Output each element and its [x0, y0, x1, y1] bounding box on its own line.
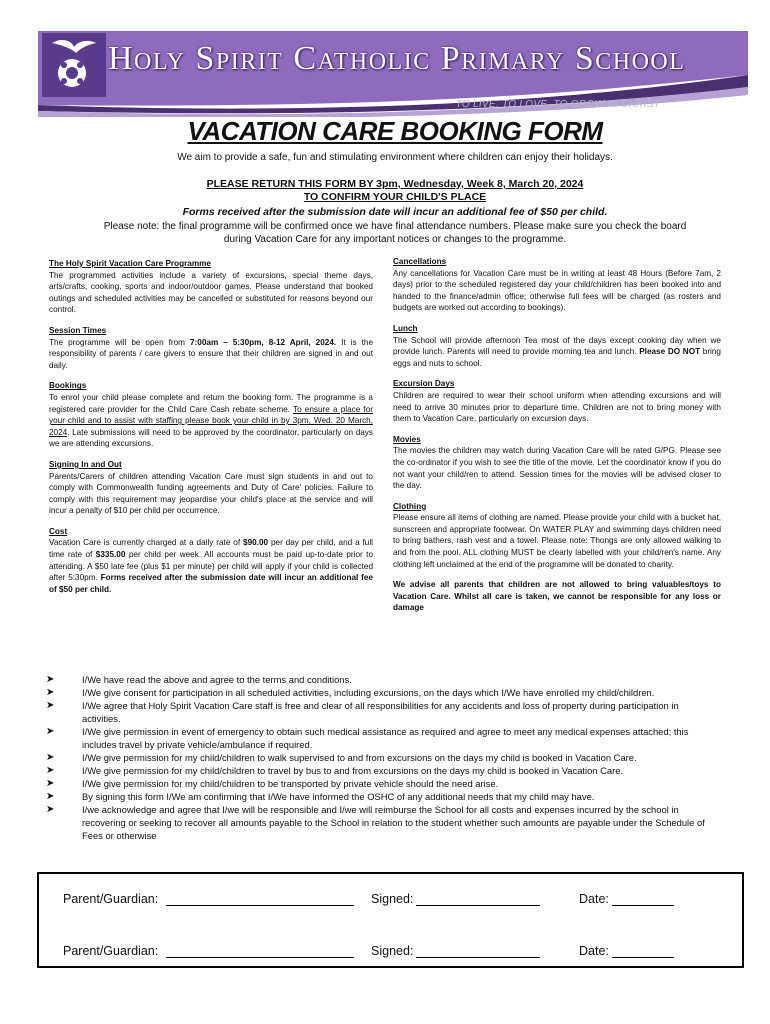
return-deadline: PLEASE RETURN THIS FORM BY 3pm, Wednesday, Week 8, March 20, 2024	[206, 178, 584, 190]
arrow-bullet-icon: ➤	[46, 778, 55, 789]
section-text: The programme will be open from 7:00am – 5:30pm, 8-12 April, 2024. It is the responsibility of parents / care givers to ensure that their children are signed in and out daily.	[49, 337, 374, 370]
section-title: Lunch	[393, 323, 418, 333]
consent-item: ➤ I/We give permission in event of emergency to obtain such medical assistance as required and agree to meet any medical expenses attached; this includes travel by private vehicle/ambulance if required.	[46, 726, 689, 750]
consent-item: ➤ I/We give permission for my child/children to walk supervised to and from excursions on the days my child is booked in Vacation Care.	[46, 752, 637, 763]
right-column	[393, 256, 721, 614]
arrow-bullet-icon: ➤	[46, 687, 55, 698]
section-clothing	[393, 501, 721, 571]
consent-item: ➤ I/we acknowledge and agree that I/we will be responsible and I/we will reimburse the School for all costs and expenses incurred by the school in recovering or seeking to recover all amounts payable to the School in relation to the student whether such amounts are payable under the Schedule of Fees or otherwise	[46, 804, 705, 841]
parent-guardian-field[interactable]	[166, 957, 354, 958]
section-programme	[49, 258, 373, 316]
section-title: Bookings	[49, 381, 87, 391]
section-text: The School will provide afternoon Tea most of the days except cooking day when we provide lunch. Parents will need to provide morning tea and lunch. Please DO NOT bring eggs and nuts to school.	[393, 335, 721, 368]
section-title: Movies	[393, 434, 421, 444]
date-label: Date:	[579, 892, 609, 906]
consent-item: ➤ By signing this form I/We am confirming that I/We have informed the OSHC of any additional needs that my child may have.	[46, 791, 595, 802]
consent-item: ➤ I/We give consent for participation in all scheduled activities, including excursions, on the days which I/We have enrolled my child/children.	[46, 687, 655, 698]
consent-item: ➤ I/We agree that Holy Spirit Vacation Care staff is free and clear of all responsibilities for any accidents and loss of property during participation in activities.	[46, 700, 679, 724]
arrow-bullet-icon: ➤	[46, 674, 55, 685]
parent-guardian-label: Parent/Guardian:	[63, 944, 159, 958]
section-movies	[393, 434, 721, 492]
signed-field[interactable]	[416, 957, 540, 958]
dove-emblem-icon	[42, 33, 106, 97]
section-title: Session Times	[49, 325, 107, 335]
section-title: The Holy Spirit Vacation Care Programme	[49, 259, 211, 268]
consent-checklist	[46, 673, 706, 842]
section-session-times	[49, 325, 373, 371]
programme-note: Please note: the final programme will be confirmed once we have final attendance numbers. Please make sure you check the board during Vacation Care for any important notices or changes to the programme.	[103, 221, 687, 245]
signed-label: Signed:	[371, 944, 414, 958]
section-lunch	[393, 323, 721, 369]
section-excursion-days	[393, 378, 721, 424]
consent-item: ➤ I/We give permission for my child/children to be transported by private vehicle should the need arise.	[46, 778, 499, 789]
section-title: Signing In and Out	[49, 459, 122, 469]
section-title: Cancellations	[393, 257, 447, 266]
section-signing	[49, 459, 373, 517]
confirm-place: TO CONFIRM YOUR CHILD'S PLACE	[303, 191, 487, 203]
parent-guardian-label: Parent/Guardian:	[63, 892, 159, 906]
section-title: Excursion Days	[393, 379, 455, 389]
section-text: Parents/Carers of children attending Vacation Care must sign students in and out to comply with Commonwealth funding agreements and Duty of Care' policies. Failure to comply with this requirement may jeopardise your child's place at the service and will incur a penalty of $10 per child per occurrence.	[49, 471, 373, 516]
arrow-bullet-icon: ➤	[46, 700, 55, 711]
section-text: Vacation Care is currently charged at a daily rate of $90.00 per day per child, and a full time rate of $335.00 per child per week. All accounts must be paid up-to-date prior to attending. A $50 late fee (plus $1 per minute) per child will apply if your child is collected after 5:30pm. Forms received after the submission date will incur an additional fee of $50 per child.	[49, 538, 374, 594]
left-column	[49, 258, 373, 604]
arrow-bullet-icon: ➤	[46, 752, 55, 763]
arrow-bullet-icon: ➤	[46, 765, 55, 776]
section-bookings	[49, 380, 373, 450]
section-text: To enrol your child please complete and return the booking form. The programme is a registered care provider for the Child Care Cash rebate scheme. To ensure a place for your child and to assist with staffing please book your child in by 3pm, Wed. 20 March, 2024. Late submissions will need to be approved by the coordinator, particularly on days we are attending excursions.	[49, 392, 373, 449]
section-text: Please ensure all items of clothing are named. Please provide your child with a bucket hat, sunscreen and appropriate footwear. On WATER PLAY and swimming days children need to bring bathers, rash vest and a towel. Please note: Thongs are only allowed walking to and from the pool. ALL clothing MUST be clearly labelled with your child/ren's name. Any clothing left unclaimed at the end of the programme will be donated to charity.	[393, 513, 721, 569]
date-field[interactable]	[612, 905, 674, 906]
signed-field[interactable]	[416, 905, 540, 906]
section-cancellations	[393, 256, 721, 314]
late-fee-notice: Forms received after the submission date will incur an additional fee of $50 per child.	[182, 206, 608, 218]
section-text: Children are required to wear their school uniform when attending excursions and will need to arrive 30 minutes prior to departure time. Children are not to bring money with them to Vacation Care, particularly on excursion days.	[393, 390, 721, 424]
arrow-bullet-icon: ➤	[46, 791, 55, 802]
section-cost	[49, 526, 373, 596]
signed-label: Signed:	[371, 892, 414, 906]
arrow-bullet-icon: ➤	[46, 726, 55, 737]
school-motto: TO LIVE, TO LOVE, TO GROW IN CHRIST	[455, 99, 660, 110]
arrow-bullet-icon: ➤	[46, 804, 55, 815]
consent-item: ➤ I/We have read the above and agree to the terms and conditions.	[46, 674, 352, 685]
section-text: The programmed activities include a variety of excursions, special theme days, arts/crafts, cooking, sports and indoor/outdoor games. Please understand that booked outings and scheduled activities may be cancelled or substituted for reasons beyond our control.	[49, 270, 373, 315]
section-text: The movies the children may watch during Vacation Care will be rated G/PG. Please see the co-ordinator if you wish to see the title of the movie. Let the coordinator know if you do not want your child/ren to attend. Session times for the movies will be advised closer to the day.	[393, 446, 721, 491]
valuables-notice: We advise all parents that children are not allowed to bring valuables/toys to Vacation Care. Whilst all care is taken, we cannot be responsible for any loss or damage	[393, 580, 721, 613]
section-title: Cost	[49, 526, 68, 536]
form-title: VACATION CARE BOOKING FORM	[187, 116, 603, 146]
school-name: Holy Spirit Catholic Primary School	[108, 40, 686, 77]
section-text: Any cancellations for Vacation Care must be in writing at least 48 Hours (Before 7am, 2 days) prior to the scheduled registered day your child/children has been booked into and handed to the finance/admin office; otherwise full fees will be charged (as rosters and budgets are worked out according to bookings).	[393, 268, 721, 313]
consent-item: ➤ I/We give permission for my child/children to travel by bus to and from excursions on the days my child is booked in Vacation Care.	[46, 765, 624, 776]
date-label: Date:	[579, 944, 609, 958]
date-field[interactable]	[612, 957, 674, 958]
parent-guardian-field[interactable]	[166, 905, 354, 906]
section-title: Clothing	[393, 501, 427, 511]
signature-box	[37, 872, 744, 968]
tagline: We aim to provide a safe, fun and stimulating environment where children can enjoy their holidays.	[177, 152, 613, 163]
